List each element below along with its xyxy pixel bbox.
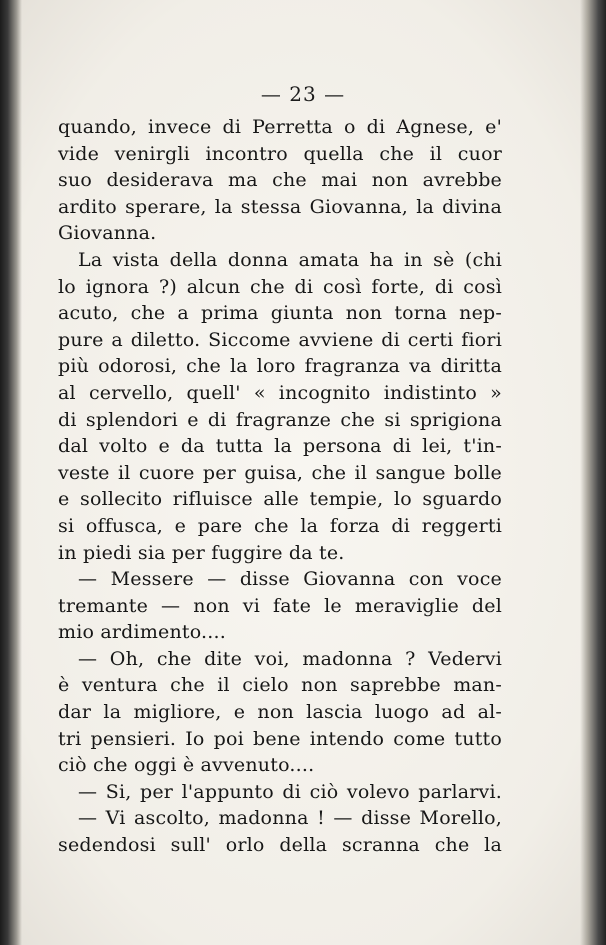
text-line: sedendosi sull' orlo della scranna che la [58, 834, 502, 857]
body-text [58, 114, 502, 859]
text-line: dar la migliore, e non lascia luogo ad al- [58, 701, 502, 724]
text-line: dal volto e da tutta la persona di lei, t'in- [58, 435, 502, 458]
text-line: più odorosi, che la loro fragranza va diritta [58, 355, 502, 378]
text-line: — Oh, che dite voi, madonna ? Vedervi [78, 647, 502, 670]
text-line: acuto, che a prima giunta non torna nep- [58, 302, 502, 325]
text-line: lo ignora ?) alcun che di così forte, di così [58, 275, 502, 298]
text-line: pure a diletto. Siccome avviene di certi fiori [58, 328, 502, 351]
text-line: tremante — non vi fate le meraviglie del [58, 594, 502, 617]
text-line: ciò che oggi è avvenuto.... [58, 754, 315, 777]
text-line: al cervello, quell' « incognito indistinto » [58, 381, 502, 404]
text-line: Giovanna. [58, 222, 157, 245]
page-left-shadow [0, 0, 22, 945]
text-line: La vista della donna amata ha in sè (chi [78, 248, 502, 271]
page-right-shadow [580, 0, 606, 945]
text-line: — Vi ascolto, madonna ! — disse Morello, [78, 807, 502, 830]
text-line: suo desiderava ma che mai non avrebbe [58, 169, 502, 192]
text-line: vide venirgli incontro quella che il cuor [58, 142, 502, 165]
text-line: tri pensieri. Io poi bene intendo come tutto [58, 727, 502, 750]
text-line: — Messere — disse Giovanna con voce [78, 568, 502, 591]
text-line: in piedi sia per fuggire da te. [58, 541, 345, 564]
text-line: quando, invece di Perretta o di Agnese, e' [58, 116, 502, 138]
text-line: e sollecito rifluisce alle tempie, lo sguardo [58, 488, 502, 511]
text-line: mio ardimento.... [58, 621, 227, 644]
page-number: — 23 — [260, 82, 346, 106]
text-line: è ventura che il cielo non saprebbe man- [58, 674, 502, 697]
text-line: — Si, per l'appunto di ciò volevo parlarvi. [78, 780, 502, 803]
text-line: veste il cuore per guisa, che il sangue bolle [58, 461, 502, 484]
text-line: di splendori e di fragranze che si sprigiona [58, 408, 502, 431]
text-line: ardito sperare, la stessa Giovanna, la divina [58, 195, 502, 218]
text-line: si offusca, e pare che la forza di reggerti [58, 514, 502, 537]
